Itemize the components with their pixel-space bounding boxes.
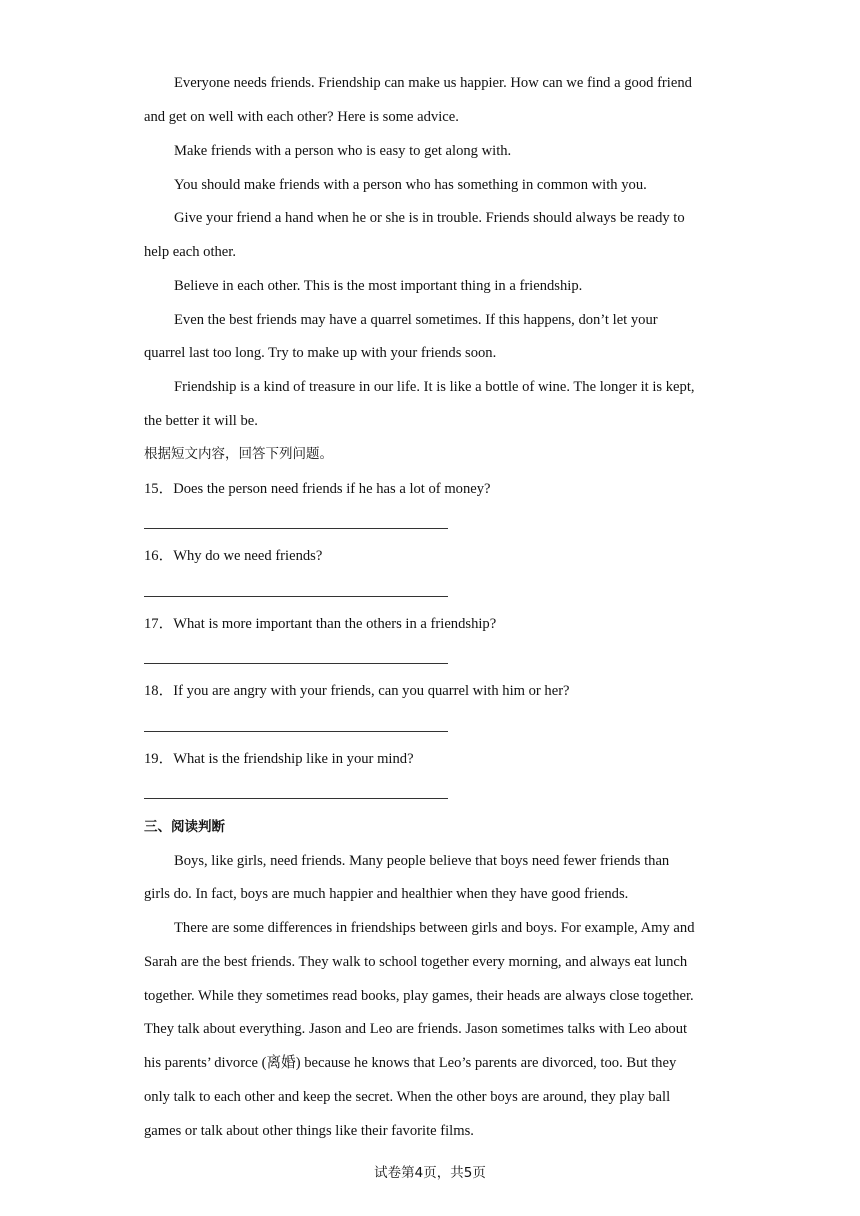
section-heading: 三、阅读判断 [144,819,225,835]
paragraph-line: help each other. [144,244,236,260]
paragraph-line: and get on well with each other? Here is some advice. [144,109,459,125]
answer-line[interactable] [144,528,448,529]
paragraph-line: girls do. In fact, boys are much happier and healthier when they have good friends. [144,886,629,902]
paragraph-line: Boys, like girls, need friends. Many people believe that boys need fewer friends than [174,853,670,869]
paragraph-line: Friendship is a kind of treasure in our life. It is like a bottle of wine. The longer it is kept, [174,379,695,395]
question-text: What is the friendship like in your mind? [173,751,414,767]
paragraph-line: There are some differences in friendships between girls and boys. For example, Amy and [174,920,695,936]
question-text: If you are angry with your friends, can you quarrel with him or her? [173,683,570,699]
page-footer: 试卷第4页，共5页 [374,1165,486,1181]
answer-line[interactable] [144,798,448,799]
instruction: 根据短文内容，回答下列问题。 [144,446,333,462]
paragraph-line: Sarah are the best friends. They walk to school together every morning, and always eat lunch [144,954,688,970]
question-text: Why do we need friends? [173,548,323,564]
question [144,480,491,498]
question [144,547,322,565]
paragraph-line: quarrel last too long. Try to make up with your friends soon. [144,345,497,361]
answer-line[interactable] [144,596,448,597]
question-number: 19． [144,751,174,767]
answer-line[interactable] [144,663,448,664]
question-text: Does the person need friends if he has a lot of money? [173,481,491,497]
paragraph-line: his parents’ divorce (离婚) because he knows that Leo’s parents are divorced, too. But they [144,1055,677,1071]
paragraph-line: games or talk about other things like their favorite films. [144,1123,474,1139]
paragraph-line: together. While they sometimes read books, play games, their heads are always close together. [144,988,694,1004]
paragraph-line: Make friends with a person who is easy to get along with. [174,143,512,159]
question-text: What is more important than the others in a friendship? [173,616,497,632]
paragraph-line: Believe in each other. This is the most important thing in a friendship. [174,278,583,294]
paragraph-line: You should make friends with a person who has something in common with you. [174,177,647,193]
paragraph-line: the better it will be. [144,413,258,429]
paragraph-line: They talk about everything. Jason and Leo are friends. Jason sometimes talks with Leo about [144,1021,688,1037]
paragraph-line: only talk to each other and keep the secret. When the other boys are around, they play ball [144,1089,671,1105]
question-number: 16． [144,548,174,564]
question-number: 18． [144,683,174,699]
question [144,682,570,700]
paragraph-line: Even the best friends may have a quarrel sometimes. If this happens, don’t let your [174,312,658,328]
paragraph-line: Give your friend a hand when he or she is in trouble. Friends should always be ready to [174,210,685,226]
paragraph-line: Everyone needs friends. Friendship can make us happier. How can we find a good friend [174,75,692,91]
answer-line[interactable] [144,731,448,732]
question-number: 17． [144,616,174,632]
question-number: 15． [144,481,174,497]
question [144,750,414,768]
question [144,615,496,633]
